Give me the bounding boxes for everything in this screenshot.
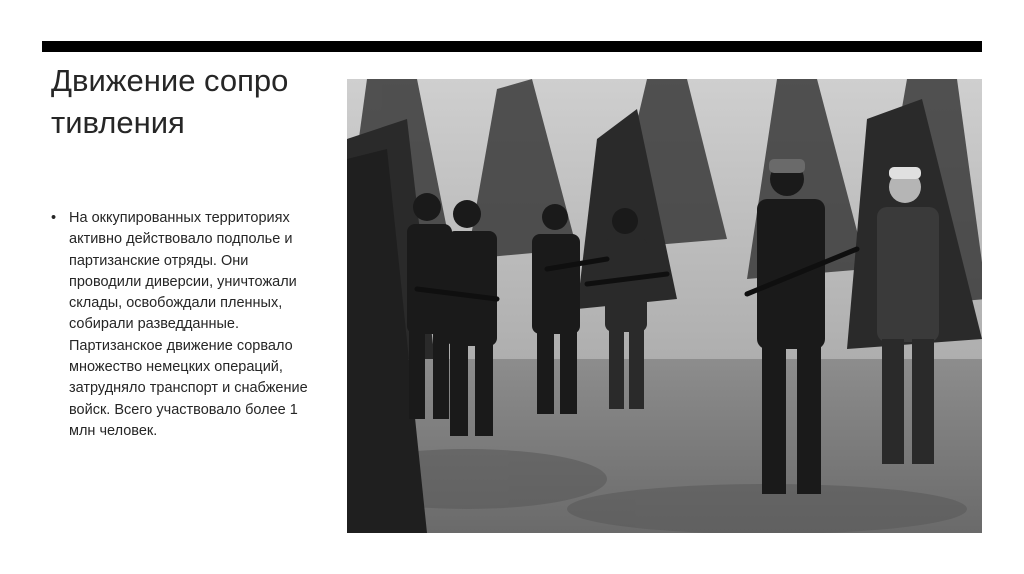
bullet-item <box>51 208 311 442</box>
photo-illustration <box>347 79 982 533</box>
partisans-photo <box>347 79 982 533</box>
bullet-marker: • <box>51 210 57 226</box>
bullet-text: На оккупированных территориях активно действовало подполье и партизанские отряды. Они проводили диверсии, уничтожали склады, освобождали пленных, собирали разведданные. Партизанское движение сорвало множество немецких операций, затрудняло транспорт и снабжение войск. Всего участвовало более 1 млн человек. <box>69 210 308 439</box>
bullet-list <box>51 208 311 442</box>
top-accent-bar <box>42 41 982 52</box>
slide-title: Движение сопротивления <box>51 63 289 140</box>
